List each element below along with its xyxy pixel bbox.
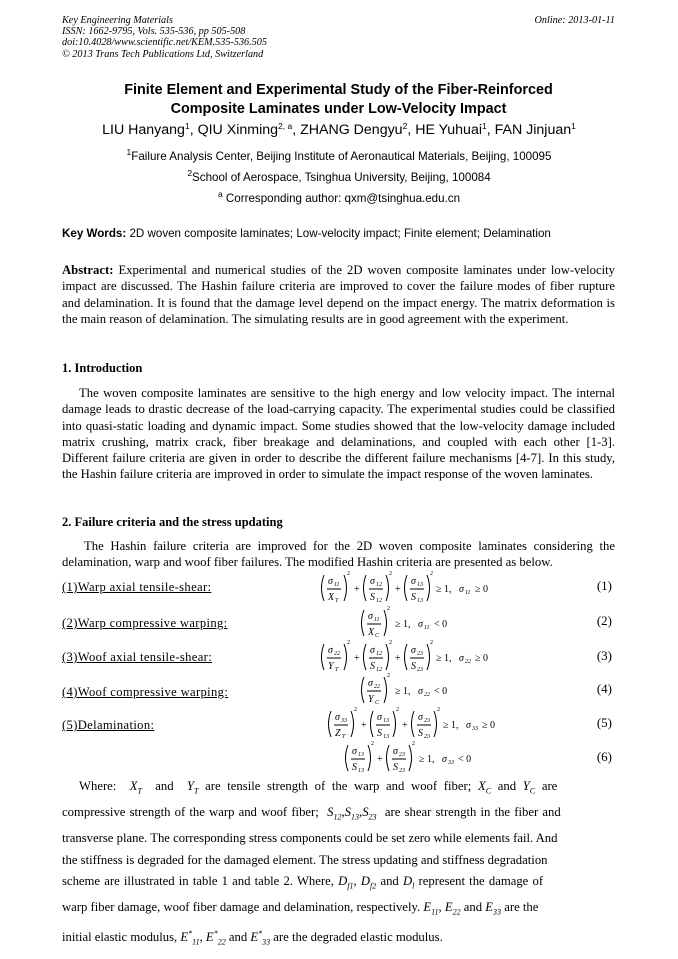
- svg-text:≥ 0: ≥ 0: [475, 584, 488, 595]
- svg-text:≥ 1,: ≥ 1,: [395, 686, 411, 697]
- svg-text:S: S: [393, 762, 398, 773]
- author-name: FAN Jinjuan: [494, 122, 572, 138]
- svg-text:23: 23: [417, 651, 423, 657]
- equation-number-6: (6): [596, 749, 612, 764]
- svg-text:C: C: [375, 700, 380, 706]
- introduction-text: The woven composite laminates are sensitive to the high energy and low velocity impact. The internal damage leads to drastic decrease of the load-carrying capacity. The experimental studies could be classified into quasi-static loading and dynamic impact. Some studies showed that the low-velocity damage included matrix crushing, matrix crack, fiber breakage and delaminations, and coupled with each other [1-3]. Different failure criteria are given in order to describe the different failure mechanisms [4-7]. In this study, the Hashin failure criteria are improved in order to simulate the impact response of the woven laminates.: [62, 386, 615, 482]
- where-line-4: the stiffness is degraded for the damaged element. The stress updating and stiffness degradation: [62, 852, 548, 867]
- svg-text:13: 13: [358, 768, 364, 774]
- affiliation-1: [40, 147, 638, 163]
- svg-text:σ: σ: [352, 746, 357, 757]
- svg-text:σ: σ: [418, 712, 423, 723]
- svg-text:S: S: [370, 592, 375, 603]
- affiliation-sup: 2: [187, 168, 193, 178]
- where-text: warp fiber damage, woof fiber damage and delamination, respectively.: [62, 900, 421, 915]
- section-heading-failure-criteria: 2. Failure criteria and the stress updating: [62, 515, 283, 529]
- svg-text:+: +: [402, 720, 408, 731]
- where-text: scheme are illustrated in table 1 and table 2. Where,: [62, 874, 334, 889]
- affiliation-text: Corresponding author: qxm@tsinghua.edu.cn: [225, 192, 461, 205]
- where-text: and: [497, 779, 517, 793]
- svg-text:σ: σ: [411, 645, 416, 656]
- svg-text:+: +: [354, 653, 360, 664]
- abstract: [62, 262, 615, 327]
- where-text: and: [228, 930, 248, 945]
- where-text: represent the damage of: [418, 874, 544, 889]
- svg-text:33: 33: [472, 726, 478, 732]
- equation-number-3: (3): [596, 648, 612, 663]
- equation-6: [342, 739, 482, 777]
- criterion-label-5: (5)Delamination:: [62, 718, 155, 732]
- keywords-label: Key Words:: [62, 227, 127, 240]
- svg-text:2: 2: [412, 741, 415, 747]
- where-text: and: [380, 874, 399, 889]
- svg-text:≥ 1,: ≥ 1,: [419, 754, 435, 765]
- svg-text:σ: σ: [393, 746, 398, 757]
- criterion-label-3: (3)Woof axial tensile-shear:: [62, 650, 213, 664]
- svg-text:σ: σ: [418, 619, 423, 630]
- symbol-df2: $D_{f2}$: [360, 874, 377, 891]
- svg-text:σ: σ: [368, 611, 373, 622]
- where-text: are the degraded elastic modulus.: [273, 930, 443, 945]
- paper-title: [62, 81, 615, 119]
- svg-text:T: T: [342, 734, 346, 740]
- svg-text:13: 13: [417, 582, 423, 588]
- svg-text:22: 22: [374, 684, 380, 690]
- svg-text:≥ 1,: ≥ 1,: [436, 584, 452, 595]
- svg-text:≥ 1,: ≥ 1,: [395, 619, 411, 630]
- where-text: are tensile strength of the warp and woof fiber;: [205, 779, 472, 793]
- symbol-xt: $X_T$: [129, 779, 142, 796]
- svg-text:+: +: [361, 720, 367, 731]
- svg-text:23: 23: [417, 667, 423, 673]
- svg-text:T: T: [335, 598, 339, 604]
- symbol-dl: $D_l$: [402, 874, 415, 891]
- svg-text:Y: Y: [368, 694, 374, 705]
- svg-text:33: 33: [341, 718, 347, 724]
- affiliation-sup: 1: [126, 147, 132, 157]
- svg-text:2: 2: [396, 707, 399, 713]
- svg-text:11: 11: [334, 582, 340, 588]
- where-text: and: [155, 779, 174, 793]
- symbol-e33-star: $E^*_{33}$: [250, 929, 271, 947]
- svg-text:+: +: [354, 584, 360, 595]
- keywords-text: 2D woven composite laminates; Low-velocity impact; Finite element; Delamination: [129, 227, 551, 240]
- svg-text:22: 22: [424, 692, 430, 698]
- svg-text:σ: σ: [328, 645, 333, 656]
- where-text: are shear strength in the fiber and: [384, 805, 561, 820]
- symbol-e11-star: $E^*_{11}$: [180, 929, 200, 947]
- equation-number-4: (4): [596, 681, 612, 696]
- keywords: [62, 227, 622, 240]
- svg-text:33: 33: [448, 760, 454, 766]
- equation-number-5: (5): [596, 715, 612, 730]
- svg-text:< 0: < 0: [434, 619, 448, 630]
- equation-4: [358, 671, 468, 709]
- equation-5: [325, 705, 515, 743]
- where-line-7: initial elastic modulus, $E^*_{11}$, $E^*_{22}$ and $E^*_{33}$ are the degraded elastic modulus.: [62, 929, 443, 947]
- svg-text:12: 12: [376, 667, 382, 673]
- where-text: compressive strength of the warp and woof fiber;: [62, 805, 319, 820]
- svg-text:≥ 0: ≥ 0: [475, 653, 488, 664]
- abstract-text: Experimental and numerical studies of the 2D woven composite laminates under low-velocity impact are discussed. The Hashin failure criteria are improved to cover the failure modes of fiber rupture and delamination. It is found that the damage level depend on the impact energy. The matrix deformation is the main reason of delamination. The simulating results are in good agreement with the experiment.: [62, 263, 615, 326]
- author-name: HE Yuhuai: [415, 122, 482, 138]
- svg-text:11: 11: [465, 590, 471, 596]
- equation-2: [358, 604, 468, 642]
- symbol-yc: $Y_C$: [522, 779, 536, 796]
- where-paragraph: [62, 776, 615, 953]
- svg-text:+: +: [377, 754, 383, 765]
- svg-text:23: 23: [399, 768, 405, 774]
- where-line-5: scheme are illustrated in table 1 and table 2. Where, $D_{f1}$, $D_{f2}$ and $D_l$ represent the damage of: [62, 874, 544, 891]
- svg-text:S: S: [370, 661, 375, 672]
- author-name: ZHANG Dengyu: [300, 122, 403, 138]
- svg-text:12: 12: [376, 582, 382, 588]
- svg-text:13: 13: [383, 718, 389, 724]
- symbol-e33: $E_{33}$: [485, 900, 502, 917]
- where-text: are the: [504, 900, 539, 915]
- symbol-e22-star: $E^*_{22}$: [205, 929, 226, 947]
- svg-text:Y: Y: [328, 661, 334, 672]
- abstract-label: Abstract:: [62, 263, 114, 277]
- author-sup: 2, a: [278, 121, 293, 131]
- svg-text:S: S: [418, 728, 423, 739]
- online-date: Online: 2013-01-11: [534, 15, 615, 26]
- svg-text:T: T: [335, 667, 339, 673]
- where-text: Where:: [79, 779, 117, 793]
- svg-text:22: 22: [334, 651, 340, 657]
- author-list: LIU Hanyang$^1$, QIU Xinming$^{2, a}$, ZHANG Dengyu$^2$, HE Yuhuai$^1$, FAN Jinjuan$^1$: [102, 121, 576, 138]
- svg-text:σ: σ: [411, 576, 416, 587]
- section2-intro: The Hashin failure criteria are improved for the 2D woven composite laminates considering the delamination, warp and woof fiber failures. The modified Hashin criteria are presented as below.: [62, 539, 615, 570]
- svg-text:2: 2: [347, 571, 350, 577]
- where-text: are: [541, 779, 558, 793]
- svg-text:σ: σ: [377, 712, 382, 723]
- svg-text:X: X: [368, 627, 375, 638]
- issn-line: ISSN: 1662-9795, Vols. 535-536, pp 505-508: [62, 26, 246, 38]
- svg-text:+: +: [395, 584, 401, 595]
- svg-text:2: 2: [430, 640, 433, 646]
- corresponding-author: [40, 189, 638, 205]
- svg-text:2: 2: [354, 707, 357, 713]
- svg-text:σ: σ: [370, 645, 375, 656]
- symbol-e11: $E_{11}$: [423, 900, 439, 917]
- symbol-shear-strengths: $S_{12},S_{13},S_{23}$: [327, 805, 377, 822]
- equation-number-2: (2): [596, 613, 612, 628]
- doi-line: doi:10.4028/www.scientific.net/KEM.535-536.505: [62, 37, 267, 49]
- svg-text:≥ 0: ≥ 0: [482, 720, 495, 731]
- svg-text:12: 12: [376, 598, 382, 604]
- svg-text:S: S: [377, 728, 382, 739]
- svg-text:≥ 1,: ≥ 1,: [436, 653, 452, 664]
- affiliation-text: Failure Analysis Center, Beijing Institute of Aeronautical Materials, Beijing, 100095: [131, 150, 552, 163]
- svg-text:Z: Z: [335, 728, 341, 739]
- svg-text:2: 2: [387, 673, 390, 679]
- symbol-xc: $X_C$: [477, 779, 492, 796]
- svg-text:13: 13: [383, 734, 389, 740]
- svg-text:< 0: < 0: [434, 686, 448, 697]
- affiliation-sup: a: [217, 189, 223, 199]
- equation-number-1: (1): [596, 578, 612, 593]
- title-line-2: Composite Laminates under Low-Velocity Impact: [170, 101, 507, 117]
- svg-text:σ: σ: [370, 576, 375, 587]
- svg-text:13: 13: [417, 598, 423, 604]
- svg-text:23: 23: [424, 734, 430, 740]
- where-line-1: [62, 776, 615, 802]
- svg-text:σ: σ: [442, 754, 447, 765]
- svg-text:σ: σ: [459, 653, 464, 664]
- svg-text:σ: σ: [466, 720, 471, 731]
- svg-text:2: 2: [347, 640, 350, 646]
- section-heading-introduction: 1. Introduction: [62, 361, 143, 375]
- author-sup: 1: [571, 121, 576, 131]
- svg-text:S: S: [411, 592, 416, 603]
- where-line-2: [62, 802, 615, 828]
- svg-text:σ: σ: [418, 686, 423, 697]
- svg-text:2: 2: [437, 707, 440, 713]
- journal-name: Key Engineering Materials: [62, 15, 173, 26]
- criterion-label-2: (2)Warp compressive warping:: [62, 616, 228, 630]
- author-name: QIU Xinming: [197, 122, 278, 138]
- svg-text:2: 2: [389, 571, 392, 577]
- svg-text:11: 11: [424, 625, 430, 631]
- svg-text:11: 11: [374, 617, 380, 623]
- svg-text:X: X: [328, 592, 335, 603]
- where-text: and: [463, 900, 483, 915]
- svg-text:12: 12: [376, 651, 382, 657]
- copyright-line: © 2013 Trans Tech Publications Ltd, Switzerland: [62, 48, 264, 60]
- author-name: LIU Hanyang: [102, 122, 185, 138]
- equation-1: [318, 569, 508, 607]
- affiliation-text: School of Aerospace, Tsinghua University, Beijing, 100084: [192, 171, 491, 184]
- svg-text:σ: σ: [335, 712, 340, 723]
- svg-text:2: 2: [371, 741, 374, 747]
- svg-text:< 0: < 0: [458, 754, 472, 765]
- svg-text:23: 23: [424, 718, 430, 724]
- journal-header: [62, 15, 615, 60]
- title-line-1: Finite Element and Experimental Study of the Fiber-Reinforced: [124, 82, 553, 98]
- author-sup: 2: [402, 121, 408, 131]
- author-sup: 1: [482, 121, 487, 131]
- svg-text:σ: σ: [459, 584, 464, 595]
- svg-text:σ: σ: [328, 576, 333, 587]
- svg-text:σ: σ: [368, 678, 373, 689]
- svg-text:2: 2: [430, 571, 433, 577]
- svg-text:C: C: [375, 633, 380, 639]
- svg-text:S: S: [352, 762, 357, 773]
- symbol-yt: $Y_T$: [186, 779, 199, 796]
- svg-text:2: 2: [389, 640, 392, 646]
- svg-text:+: +: [395, 653, 401, 664]
- symbol-df1: $D_{f1}$: [338, 874, 354, 891]
- where-text: initial elastic modulus,: [62, 930, 178, 945]
- svg-text:22: 22: [465, 659, 471, 665]
- where-line-3: transverse plane. The corresponding stress components could be set zero while elements fail. And: [62, 831, 558, 846]
- where-line-6: warp fiber damage, woof fiber damage and delamination, respectively. $E_{11}$, $E_{22}$ and $E_{33}$ are the: [62, 900, 539, 917]
- svg-text:13: 13: [358, 752, 364, 758]
- svg-text:23: 23: [399, 752, 405, 758]
- criterion-label-1: (1)Warp axial tensile-shear:: [62, 580, 212, 594]
- symbol-e22: $E_{22}$: [444, 900, 461, 917]
- author-sup: 1: [184, 121, 190, 131]
- criterion-label-4: (4)Woof compressive warping:: [62, 685, 229, 699]
- affiliation-2: [40, 168, 638, 184]
- svg-text:2: 2: [387, 606, 390, 612]
- svg-text:S: S: [411, 661, 416, 672]
- svg-text:≥ 1,: ≥ 1,: [443, 720, 459, 731]
